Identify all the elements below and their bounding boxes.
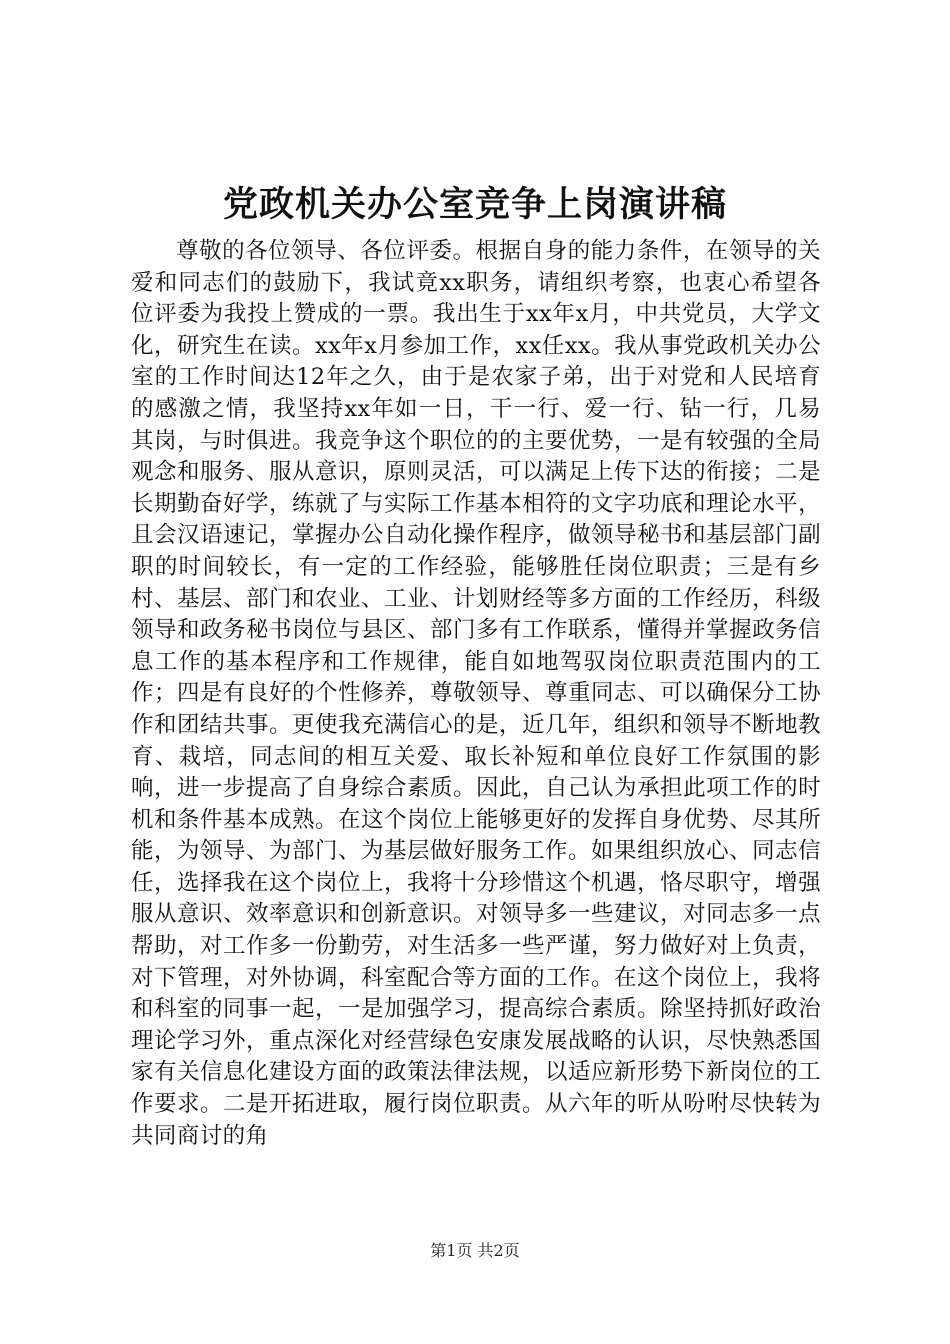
- document-title: 党政机关办公室竞争上岗演讲稿: [222, 184, 727, 225]
- page-number-footer: 第1页 共2页: [430, 1241, 520, 1260]
- document-body-paragraph: 尊敬的各位领导、各位评委。根据自身的能力条件，在领导的关爱和同志们的鼓励下，我试竟xx职务，请组织考察，也衷心希望各位评委为我投上赞成的一票。我出生于xx年x月，中共党员，大学文化，研究生在读。xx年x月参加工作，xx任xx。我从事党政机关办公室的工作时间达12年之久，由于是农家子弟，出于对党和人民培育的感激之情，我坚持xx年如一日，干一行、爱一行、钻一行，几易其岗，与时俱进。我竞争这个职位的的主要优势，一是有较强的全局观念和服务、服从意识，原则灵活，可以满足上传下达的衔接；二是长期勤奋好学，练就了与实际工作基本相符的文字功底和理论水平，且会汉语速记，掌握办公自动化操作程序，做领导秘书和基层部门副职的时间较长，有一定的工作经验，能够胜任岗位职责；三是有乡村、基层、部门和农业、工业、计划财经等多方面的工作经历，科级领导和政务秘书岗位与县区、部门多有工作联系，懂得并掌握政务信息工作的基本程序和工作规律，能自如地驾驭岗位职责范围内的工作；四是有良好的个性修养，尊敬领导、尊重同志、可以确保分工协作和团结共事。更使我充满信心的是，近几年，组织和领导不断地教育、栽培，同志间的相互关爱、取长补短和单位良好工作氛围的影响，进一步提高了自身综合素质。因此，自己认为承担此项工作的时机和条件基本成熟。在这个岗位上能够更好的发挥自身优势、尽其所能，为领导、为部门、为基层做好服务工作。如果组织放心、同志信任，选择我在这个岗位上，我将十分珍惜这个机遇，恪尽职守，增强服从意识、效率意识和创新意识。对领导多一些建议，对同志多一点帮助，对工作多一份勤劳，对生活多一些严谨，努力做好对上负责，对下管理，对外协调，科室配合等方面的工作。在这个岗位上，我将和科室的同事一起，一是加强学习，提高综合素质。除坚持抓好政治理论学习外，重点深化对经营绿色安康发展战略的认识，尽快熟悉国家有关信息化建设方面的政策法律法规，以适应新形势下新岗位的工作要求。二是开拓进取，履行岗位职责。从六年的听从吩咐尽快转为共同商讨的角: [131, 238, 821, 1149]
